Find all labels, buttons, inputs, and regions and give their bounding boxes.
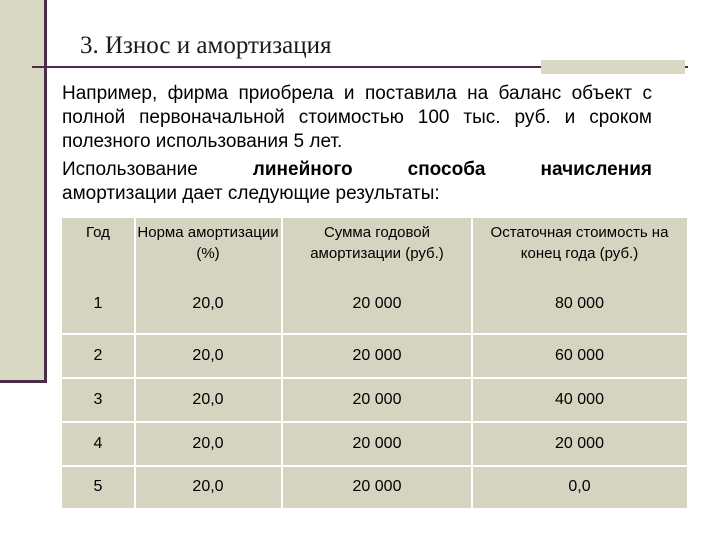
left-decor-line (44, 0, 47, 383)
header-rate: Норма амортизации (%) (137, 224, 279, 262)
cell-annual-amount: 20 000 (352, 435, 402, 452)
word-accrual: начисления (540, 159, 652, 180)
cell-residual-value: 40 000 (555, 391, 604, 408)
table-divider (62, 421, 687, 423)
cell-year: 2 (93, 347, 103, 364)
cell-residual-value: 0,0 (568, 478, 591, 495)
cell-residual-value: 80 000 (555, 295, 604, 312)
depreciation-table (62, 218, 687, 508)
paragraph-method-line2: амортизации дает следующие результаты: (62, 183, 440, 204)
header-annual-amount: Сумма годовой амортизации (руб.) (310, 224, 444, 262)
paragraph-method-line1 (62, 158, 652, 182)
cell-annual-amount: 20 000 (352, 478, 402, 495)
table-divider (62, 333, 687, 335)
slide-title: 3. Износ и амортизация (80, 32, 332, 59)
header-year: Год (86, 224, 110, 241)
cell-rate: 20,0 (192, 347, 224, 364)
cell-annual-amount: 20 000 (352, 295, 402, 312)
cell-rate: 20,0 (192, 478, 224, 495)
cell-residual-value: 20 000 (555, 435, 604, 452)
cell-year: 4 (93, 435, 103, 452)
cell-year: 5 (93, 478, 103, 495)
cell-annual-amount: 20 000 (352, 347, 402, 364)
cell-year: 1 (93, 295, 103, 312)
cell-rate: 20,0 (192, 435, 224, 452)
cell-year: 3 (93, 391, 103, 408)
word-method: способа (407, 159, 486, 180)
paragraph-intro: Например, фирма приобрела и поставила на баланс объект с полной первоначальной стоимостью 100 тыс. руб. и сроком полезного использования 5 лет. (62, 83, 652, 152)
cell-annual-amount: 20 000 (352, 391, 402, 408)
left-decor-band (0, 0, 44, 383)
header-residual-value: Остаточная стоимость на конец года (руб.) (490, 224, 669, 262)
cell-rate: 20,0 (192, 295, 224, 312)
cell-rate: 20,0 (192, 391, 224, 408)
paragraph-method (62, 158, 652, 206)
table-divider (62, 465, 687, 467)
word-usage: Использование (62, 159, 198, 180)
cell-residual-value: 60 000 (555, 347, 604, 364)
table-divider (62, 377, 687, 379)
left-decor-underline (0, 380, 47, 383)
word-linear: линейного (252, 159, 353, 180)
title-decor-block (541, 60, 685, 74)
